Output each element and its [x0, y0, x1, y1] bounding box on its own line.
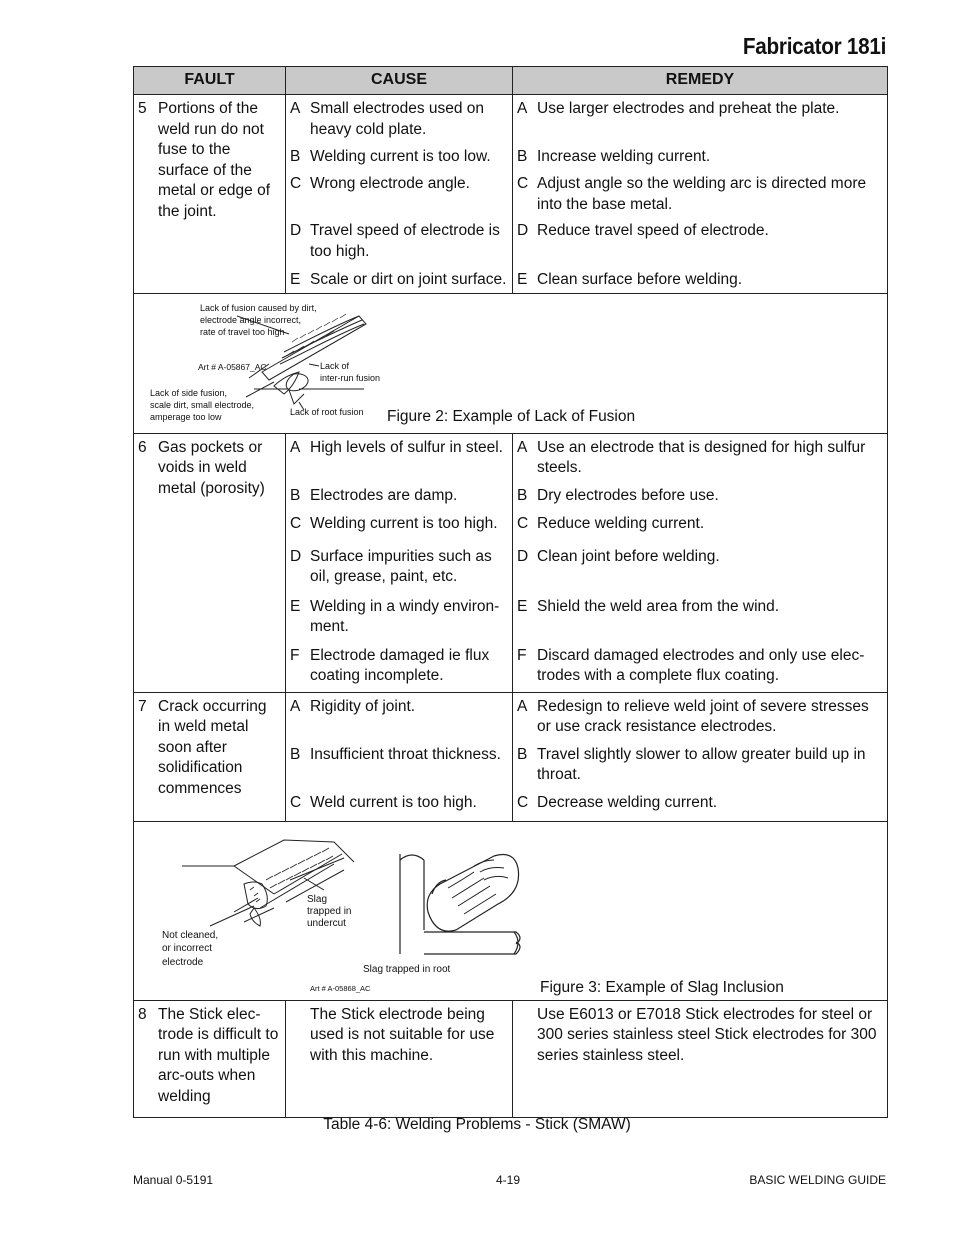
figure-2-row [134, 293, 888, 433]
figure-3-row [134, 821, 888, 1000]
art-number-fig3: Art # A-05868_AC [310, 983, 371, 993]
cause-cell [286, 95, 512, 293]
remedy-entry: E Shield the weld area from the wind. [517, 597, 780, 615]
footer-manual-number: Manual 0-5191 [133, 1173, 214, 1187]
remedy-entry: D Clean joint before welding. [517, 547, 720, 565]
remedy-cell [513, 95, 887, 293]
table-row [134, 692, 888, 821]
cause-entry: B Electrodes are damp. [290, 486, 458, 504]
table-row [134, 95, 888, 294]
header-fault: FAULT [134, 67, 286, 95]
fault-cell [134, 95, 285, 224]
cause-entry: B Welding current is too low. [290, 148, 491, 165]
cause-entry: A High levels of sulfur in steel. [290, 438, 503, 456]
label-lack-of-side-fusion: Lack of side fusion, scale dirt, small electrode, amperage too low [150, 387, 255, 422]
table-row [134, 1000, 888, 1117]
fault-number: 6 [138, 438, 147, 456]
figure-2-caption: Figure 2: Example of Lack of Fusion [387, 407, 636, 425]
fault-text: The Stick elec-trode is difficult to run with multiple arc-outs when welding [158, 1005, 279, 1105]
cause-entry: D Surface impurities such as oil, grease, paint, etc. [290, 547, 492, 585]
cause-cell [286, 693, 512, 816]
cause-entry: C Welding current is too high. [290, 514, 498, 532]
slag-inclusion-diagram-right [366, 832, 546, 982]
remedy-entry: B Dry electrodes before use. [517, 486, 719, 504]
remedy-entry: A Use an electrode that is designed for high sulfur steels. [517, 438, 866, 476]
fault-text: Portions of the weld run do not fuse to the surface of the metal or edge of the joint. [158, 100, 271, 220]
figure-3-caption: Figure 3: Example of Slag Inclusion [540, 978, 784, 996]
remedy-entry: A Use larger electrodes and preheat the plate. [517, 100, 840, 117]
label-lack-of-inter-run-fusion: Lack of inter-run fusion [320, 360, 381, 383]
label-lack-of-fusion-top: Lack of fusion caused by dirt, electrode angle incorrect, rate of travel too high [200, 302, 317, 337]
remedy-entry: C Adjust angle so the welding arc is directed more into the base metal. [517, 175, 867, 213]
table-header-row [134, 67, 888, 95]
cause-entry: D Travel speed of electrode is too high. [290, 222, 500, 260]
footer-guide-title: BASIC WELDING GUIDE [749, 1173, 886, 1187]
fault-number: 5 [138, 100, 147, 117]
header-remedy: REMEDY [513, 67, 888, 95]
remedy-entry: F Discard damaged electrodes and only use elec-trodes with a complete flux coating. [517, 646, 865, 684]
table-caption: Table 4-6: Welding Problems - Stick (SMAW) [323, 1116, 631, 1133]
cause-cell: The Stick electrode being used is not suitable for use with this machine. [310, 1005, 495, 1064]
fault-cell [134, 434, 285, 502]
label-lack-of-root-fusion: Lack of root fusion [290, 406, 364, 417]
remedy-cell: Use E6013 or E7018 Stick electrodes for steel or 300 series stainless steel Stick electrodes for 300 series stainless steel. [537, 1005, 877, 1064]
fault-number: 8 [138, 1005, 147, 1023]
fault-text: Crack occurring in weld metal soon after solidification commences [158, 697, 267, 797]
table-row [134, 433, 888, 692]
footer-page-number: 4-19 [496, 1173, 521, 1187]
remedy-entry: B Increase welding current. [517, 148, 711, 165]
label-not-cleaned: Not cleaned, or incorrect electrode [162, 929, 219, 968]
cause-entry: F Electrode damaged ie flux coating incomplete. [290, 646, 490, 684]
cause-cell [286, 434, 512, 689]
cause-entry: A Rigidity of joint. [290, 697, 416, 715]
remedy-entry: C Decrease welding current. [517, 793, 718, 811]
remedy-entry: B Travel slightly slower to allow greater build up in throat. [517, 745, 866, 783]
cause-entry: B Insufficient throat thickness. [290, 745, 501, 763]
cause-entry: C Wrong electrode angle. [290, 175, 470, 192]
remedy-entry: E Clean surface before welding. [517, 271, 743, 288]
header-cause: CAUSE [286, 67, 513, 95]
remedy-entry: C Reduce welding current. [517, 514, 705, 532]
remedy-cell [513, 693, 887, 816]
figure-2 [134, 294, 887, 433]
welding-problems-table-wrapper [133, 66, 886, 1118]
cause-entry: A Small electrodes used on heavy cold plate. [290, 100, 485, 138]
remedy-cell [513, 434, 887, 689]
cause-entry: E Scale or dirt on joint surface. [290, 271, 507, 288]
cause-entry: C Weld current is too high. [290, 793, 477, 811]
figure-3 [134, 822, 887, 1000]
fault-text: Gas pockets or voids in weld metal (porosity) [158, 438, 265, 497]
fault-number: 7 [138, 697, 147, 715]
art-number-fig2: Art # A-05867_AC [198, 361, 267, 372]
fault-cell [134, 693, 285, 802]
label-slag-trapped-in-undercut: Slag trapped in undercut [307, 893, 352, 929]
cause-entry: E Welding in a windy environ-ment. [290, 597, 500, 635]
remedy-entry: A Redesign to relieve weld joint of severe stresses or use crack resistance electrodes. [517, 697, 869, 735]
fault-cell [134, 1001, 285, 1110]
label-slag-trapped-in-root: Slag trapped in root [363, 963, 451, 975]
remedy-entry: D Reduce travel speed of electrode. [517, 222, 769, 239]
page-title: Fabricator 181i [742, 33, 886, 59]
welding-problems-table [133, 66, 888, 1118]
